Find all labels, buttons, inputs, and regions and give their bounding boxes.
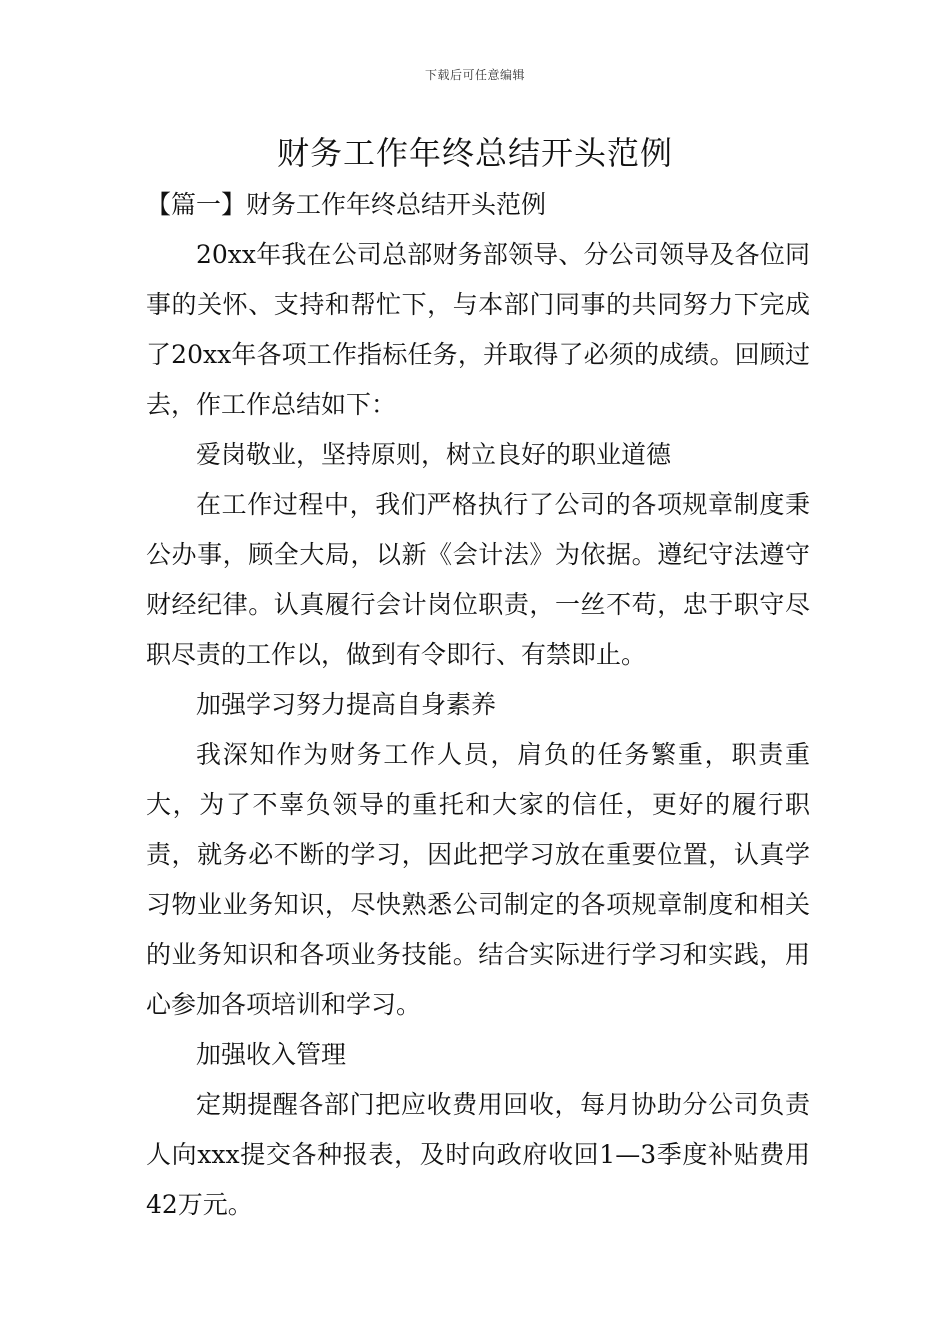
- document-title: 财务工作年终总结开头范例: [276, 134, 673, 172]
- paragraph-intro: 20xx年我在公司总部财务部领导、分公司领导及各位同事的关怀、支持和帮忙下，与本部门同事的共同努力下完成了20xx年各项工作指标任务，并取得了必须的成绩。回顾过去，作工作总结如下：: [146, 240, 810, 419]
- header-note: 下载后可任意编辑: [424, 68, 525, 82]
- paragraph-learning: 我深知作为财务工作人员，肩负的任务繁重，职责重大，为了不辜负领导的重托和大家的信任，更好的履行职责，就务必不断的学习，因此把学习放在重要位置，认真学习物业业务知识，尽快熟悉公司制定的各项规章制度和相关的业务知识和各项业务技能。结合实际进行学习和实践，用心参加各项培训和学习。: [146, 740, 810, 1019]
- subheading-professional-ethics: 爱岗敬业，坚持原则，树立良好的职业道德: [196, 440, 672, 469]
- paragraph-ethics: 在工作过程中，我们严格执行了公司的各项规章制度秉公办事，顾全大局，以新《会计法》为依据。遵纪守法遵守财经纪律。认真履行会计岗位职责，一丝不苟，忠于职守尽职尽责的工作以，做到有令即行、有禁即止。: [146, 490, 810, 669]
- document-body: [146, 180, 810, 1230]
- section-heading: 【篇一】财务工作年终总结开头范例: [146, 190, 547, 219]
- subheading-learning: 加强学习努力提高自身素养: [196, 690, 497, 719]
- paragraph-income-management: 定期提醒各部门把应收费用回收，每月协助分公司负责人向xxx提交各种报表，及时向政府收回1—3季度补贴费用42万元。: [146, 1090, 810, 1219]
- subheading-income-management: 加强收入管理: [196, 1040, 347, 1069]
